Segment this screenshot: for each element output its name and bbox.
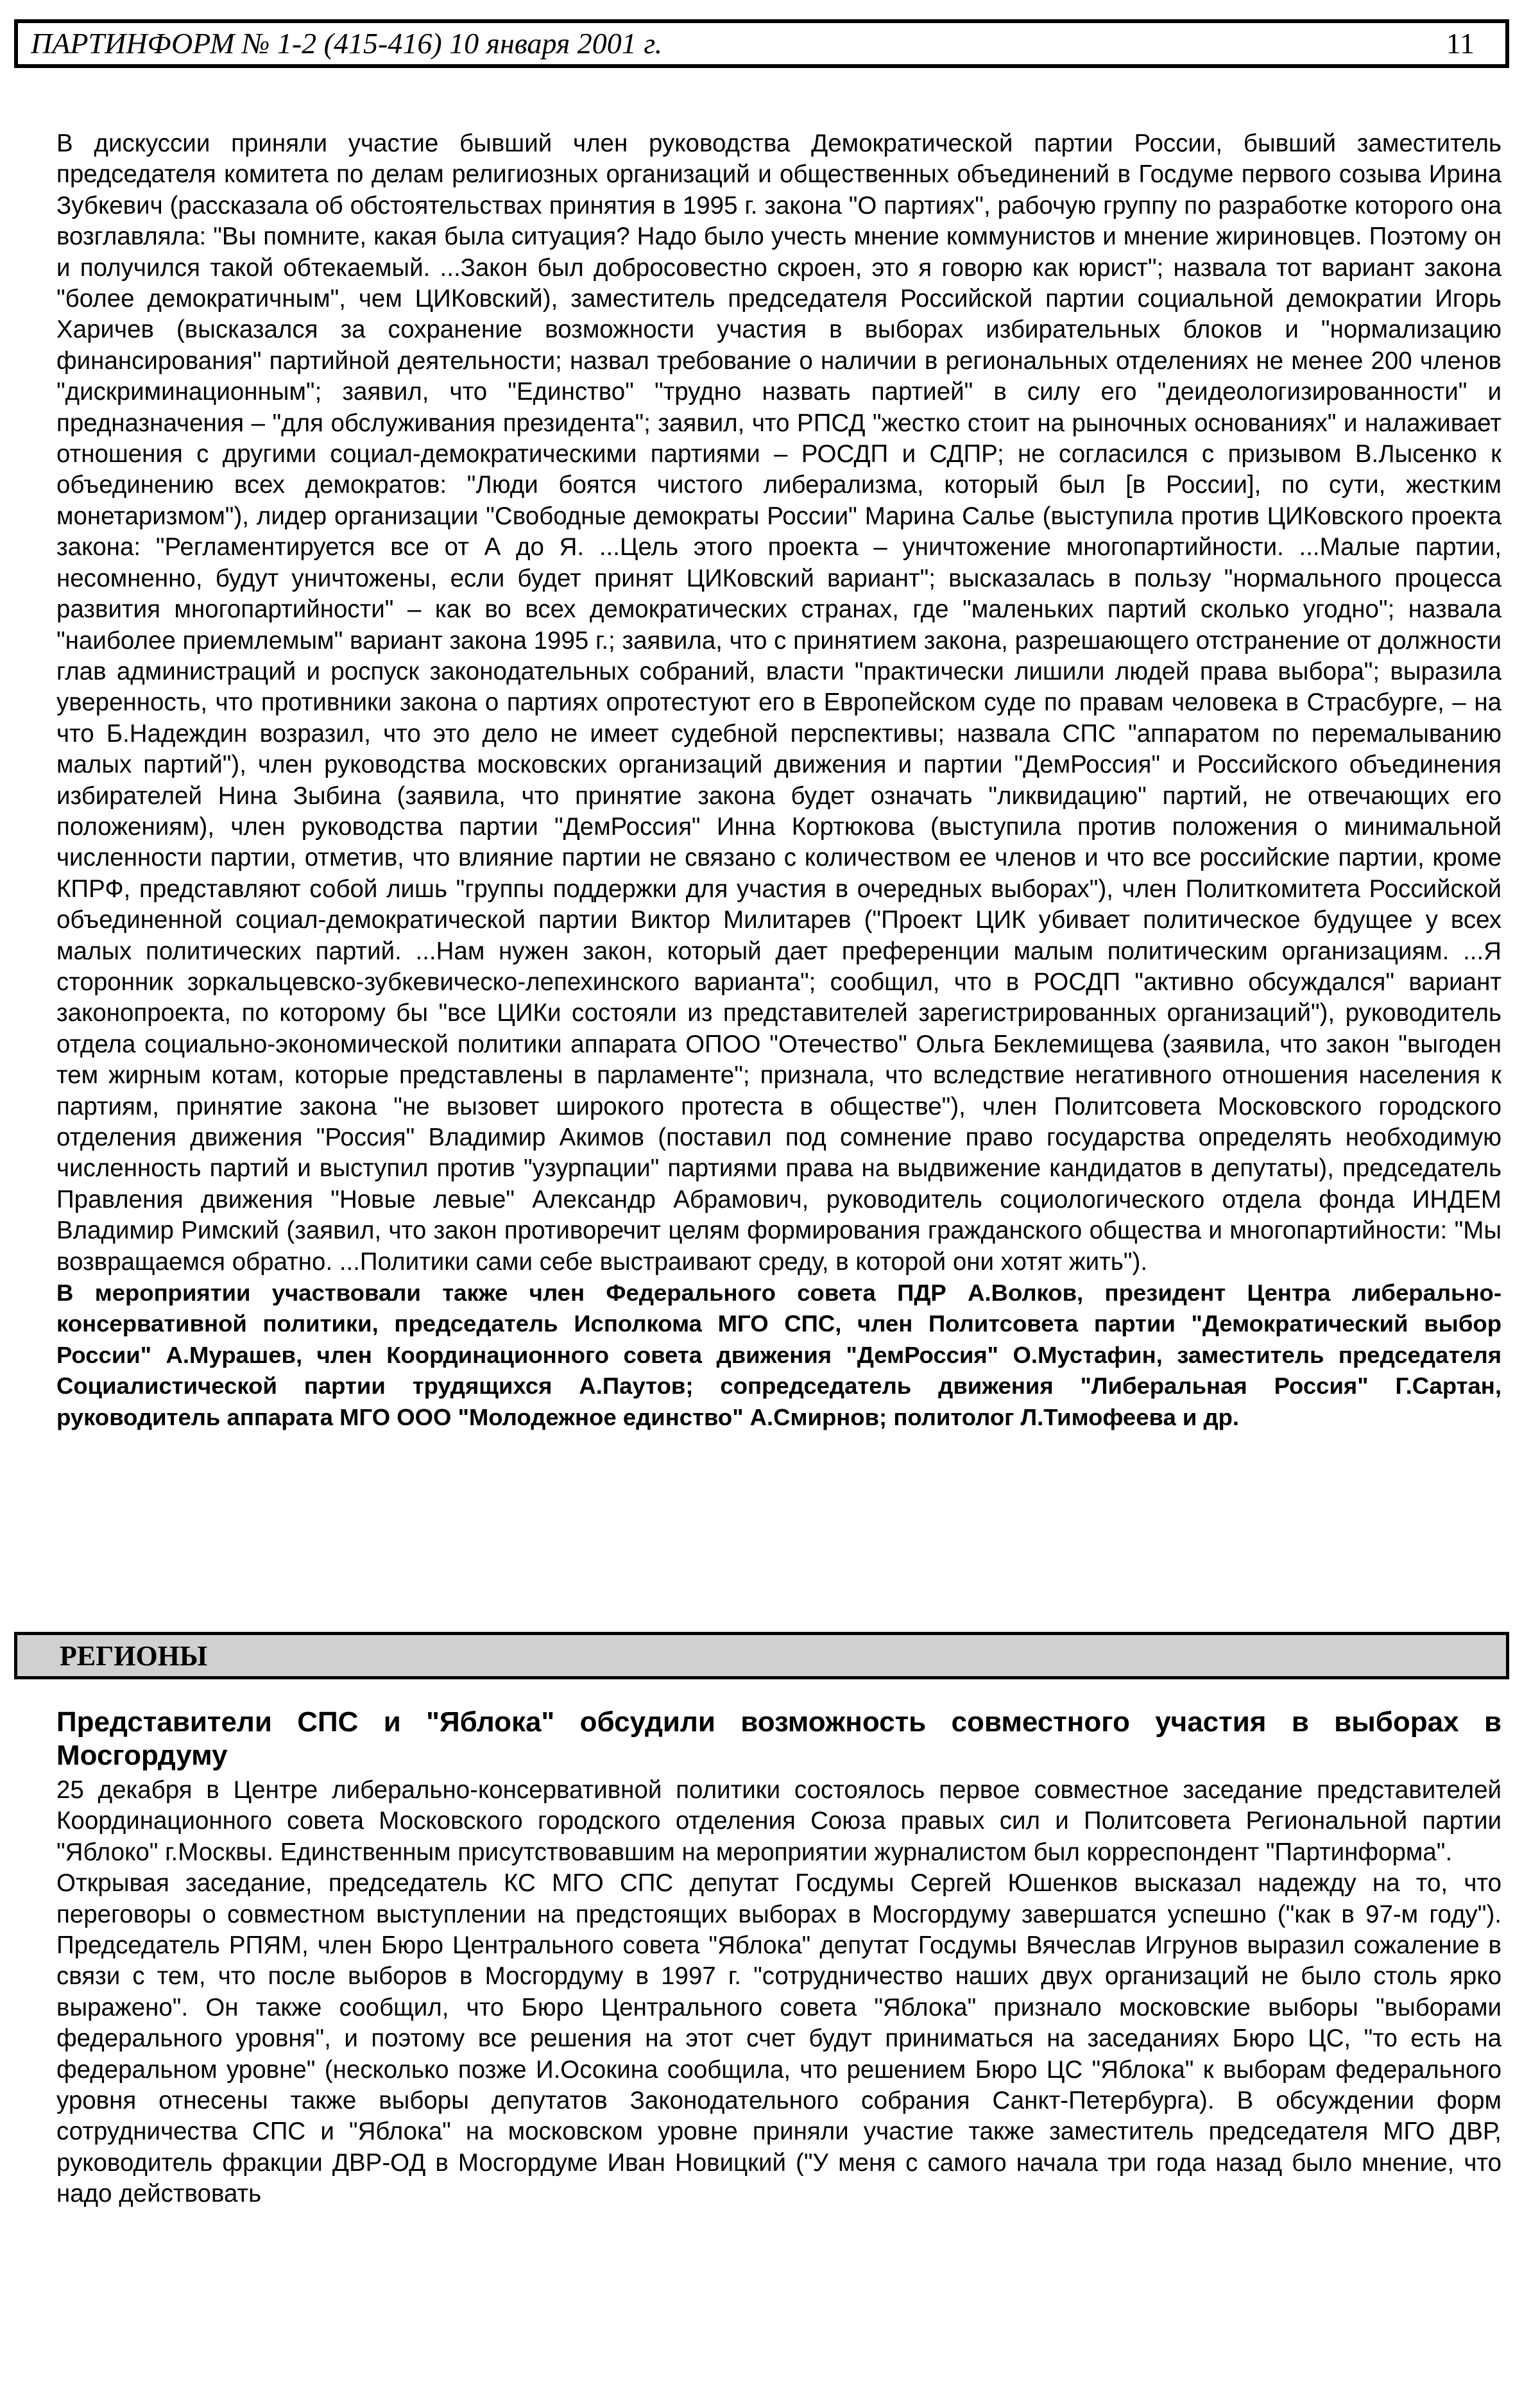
regions-article — [56, 1706, 1502, 2210]
article-headline: Представители СПС и "Яблока" обсудили возможность совместного участия в выборах в Мосгордуму — [56, 1706, 1502, 1771]
article-paragraph-2: Открывая заседание, председатель КС МГО СПС депутат Госдумы Сергей Юшенков высказал надежду на то, что переговоры о совместном выступлении на предстоящих выборах в Мосгордуму завершатся успешно ("как в 97-м году"). Председатель РПЯМ, член Бюро Центрального совета "Яблока" депутат Госдумы Вячеслав Игрунов выразил сожаление в связи с тем, что после выборов в Мосгордуму в 1997 г. "сотрудничество наших двух организаций не было столь ярко выражено". Он также сообщил, что Бюро Центрального совета "Яблока" признало московские выборы "выборами федерального уровня", и поэтому все решения на этот счет будут приниматься на заседаниях Бюро ЦС, "то есть на федеральном уровне" (несколько позже И.Осокина сообщила, что решением Бюро ЦС "Яблока" к выборам федерального уровня отнесены также выборы депутатов Законодательного собрания Санкт-Петербурга). В обсуждении форм сотрудничества СПС и "Яблока" на московском уровне приняли участие также заместитель председателя МГО ДВР, руководитель фракции ДВР-ОД в Мосгордуме Иван Новицкий ("У меня с самого начала три года назад было мнение, что надо действовать — [56, 1869, 1502, 2208]
section-heading-regions — [14, 1632, 1509, 1679]
publication-title: ПАРТИНФОРМ № 1-2 (415-416) 10 января 2001 г. — [31, 27, 663, 60]
article-paragraph-1: 25 декабря в Центре либерально-консервативной политики состоялось первое совместное заседание представителей Координационного совета Московского городского отделения Союза правых сил и Политсовета Региональной партии "Яблоко" г.Москвы. Единственным присутствовавшим на мероприятии журналистом был корреспондент "Партинформа". — [56, 1776, 1502, 1866]
page-header — [14, 19, 1509, 68]
attendees-paragraph: В мероприятии участвовали также член Федерального совета ПДР А.Волков, президент Центра либерально-консервативной политики, председатель Исполкома МГО СПС, член Политсовета партии "Демократический выбор России" А.Мурашев, член Координационного совета движения "ДемРоссия" О.Мустафин, заместитель председателя Социалистической партии трудящихся А.Паутов; сопредседатель движения "Либеральная Россия" Г.Сартан, руководитель аппарата МГО ООО "Молодежное единство" А.Смирнов; политолог Л.Тимофеева и др. — [56, 1280, 1502, 1430]
section-title: РЕГИОНЫ — [60, 1640, 208, 1672]
page-number: 11 — [1446, 27, 1475, 60]
intro-article-body: В дискуссии приняли участие бывший член руководства Демократической партии России, бывший заместитель председателя комитета по делам религиозных организаций и общественных объединений в Госдуме первого созыва Ирина Зубкевич (рассказала об обстоятельствах принятия в 1995 г. закона "О партиях", рабочую группу по разработке которого она возглавляла: "Вы помните, какая была ситуация? Надо было учесть мнение коммунистов и мнение жириновцев. Поэтому он и получился такой обтекаемый. ...Закон был добросовестно скроен, это я говорю как юрист"; назвала тот вариант закона "более демократичным", чем ЦИКовский), заместитель председателя Российской партии социальной демократии Игорь Харичев (высказался за сохранение возможности участия в выборах избирательных блоков и "нормализацию финансирования" партийной деятельности; назвал требование о наличии в региональных отделениях не менее 200 членов "дискриминационным"; заявил, что "Единство" "трудно назвать партией" в силу его "деидеологизированности" и предназначения – "для обслуживания президента"; заявил, что РПСД "жестко стоит на рыночных основаниях" и налаживает отношения с другими социал-демократическими партиями – РОСДП и СДПР; не согласился с призывом В.Лысенко к объединению всех демократов: "Люди боятся чистого либерализма, который был [в России], по сути, жестким монетаризмом"), лидер организации "Свободные демократы России" Марина Салье (выступила против ЦИКовского проекта закона: "Регламентируется все от А до Я. ...Цель этого проекта – уничтожение многопартийности. ...Малые партии, несомненно, будут уничтожены, если будет принят ЦИКовский вариант"; высказалась в пользу "нормального процесса развития многопартийности" – как во всех демократических странах, где "маленьких партий сколько угодно"; назвала "наиболее приемлемым" вариант закона 1995 г.; заявила, что с принятием закона, разрешающего отстранение от должности глав администраций и роспуск законодательных собраний, власти "практически лишили людей права выбора"; выразила уверенность, что противники закона о партиях опротестуют его в Европейском суде по правам человека в Страсбурге, – на что Б.Надеждин возразил, что это дело не имеет судебной перспективы; назвала СПС "аппаратом по перемалыванию малых партий"), член руководства московских организаций движения и партии "ДемРоссия" и Российского объединения избирателей Нина Зыбина (заявила, что принятие закона будет означать "ликвидацию" партий, не отвечающих его положениям), член руководства партии "ДемРоссия" Инна Кортюкова (выступила против положения о минимальной численности партии, отметив, что влияние партии не связано с количеством ее членов и что все российские партии, кроме КПРФ, представляют собой лишь "группы поддержки для участия в очередных выборах"), член Политкомитета Российской объединенной социал-демократической партии Виктор Милитарев ("Проект ЦИК убивает политическое будущее у всех малых политических партий. ...Нам нужен закон, который дает преференции малым политическим организациям. ...Я сторонник зоркальцевско-зубкевическо-лепехинского варианта"; сообщил, что в РОСДП "активно обсуждался" вариант законопроекта, по которому бы "все ЦИКи состояли из представителей зарегистрированных организаций"), руководитель отдела социально-экономической политики аппарата ОПОО "Отечество" Ольга Беклемищева (заявила, что закон "выгоден тем жирным котам, которые представлены в парламенте"; признала, что вследствие негативного отношения населения к партиям, принятие закона "не вызовет широкого протеста в обществе"), член Политсовета Московского городского отделения движения "Россия" Владимир Акимов (поставил под сомнение право государства определять необходимую численность партий и выступил против "узурпации" партиями права на выдвижение кандидатов в депутаты), председатель Правления движения "Новые левые" Александр Абрамович, руководитель социологического отдела фонда ИНДЕМ Владимир Римский (заявил, что закон противоречит целям формирования гражданского общества и многопартийности: "Мы возвращаемся обратно. ...Политики сами себе выстраивают среду, в которой они хотят жить"). — [56, 130, 1502, 1276]
intro-article — [56, 128, 1502, 1433]
